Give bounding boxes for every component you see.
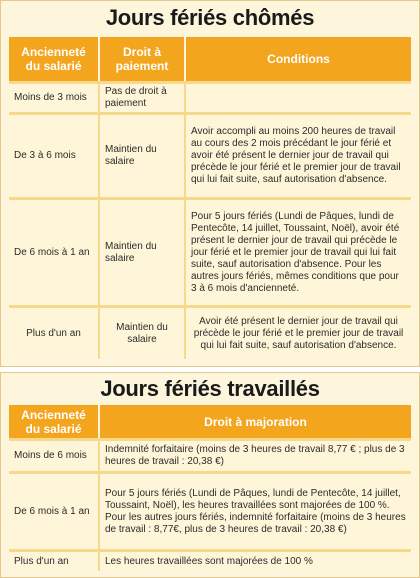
right-cell: Pas de droit à paiement [100, 81, 186, 112]
section-title: Jours fériés chômés [105, 5, 315, 30]
travailles-table [9, 405, 411, 571]
right-cell: Maintien du salaire [100, 112, 186, 197]
seniority-cell: Moins de 6 mois [9, 438, 100, 471]
seniority-cell: Plus d'un an [9, 549, 100, 571]
column-header-conditions: Conditions [186, 37, 411, 81]
conditions-cell: Avoir accompli au moins 200 heures de travail au cours des 2 mois précédant le jour férié et avoir été présent le dernier jour de travail qui précède le jour férié et le premier jour de travail qui lui fait suite, sauf autorisation d'absence. [186, 112, 411, 197]
table-row [9, 549, 411, 571]
table-row [9, 471, 411, 549]
section-jours-feries-travailles [0, 372, 420, 578]
seniority-cell: De 6 mois à 1 an [9, 197, 100, 305]
conditions-cell: Avoir été présent le dernier jour de travail qui précède le jour férié et le premier jour de travail qui lui fait suite, sauf autorisation d'absence. [186, 305, 411, 359]
table-row [9, 112, 411, 197]
majoration-cell: Les heures travaillées sont majorées de 100 % [100, 549, 411, 571]
seniority-cell: Plus d'un an [9, 305, 100, 359]
table-row [9, 438, 411, 471]
right-cell: Maintien du salaire [100, 197, 186, 305]
majoration-cell: Pour 5 jours fériés (Lundi de Pâques, lundi de Pentecôte, 14 juillet, Toussaint, Noël), les heures travaillées sont majorées de 100 %. Pour les autres jours fériés, indemnité forfaitaire (moins de 3 heures de travail : 8,77€, plus de 3 heures de travail : 20,38 €) [100, 471, 411, 549]
column-header-right: Droit à paiement [100, 37, 186, 81]
table-row [9, 197, 411, 305]
majoration-cell: Indemnité forfaitaire (moins de 3 heures de travail 8,77 € ; plus de 3 heures de travail : 20,38 €) [100, 438, 411, 471]
conditions-cell: Pour 5 jours fériés (Lundi de Pâques, lundi de Pentecôte, 14 juillet, Toussaint, Noël), avoir été présent le dernier jour de travail qui précède le jour férié et le premier jour de travail qui lui fait suite, sauf autorisation d'absence. Pour les autres jours fériés, mêmes conditions que pour 3 à 6 mois d'ancienneté. [186, 197, 411, 305]
conditions-cell [186, 81, 411, 112]
table-row [9, 305, 411, 359]
seniority-cell: De 6 mois à 1 an [9, 471, 100, 549]
seniority-cell: Moins de 3 mois [9, 81, 100, 112]
column-header-seniority: Ancienneté du salarié [9, 37, 100, 81]
seniority-cell: De 3 à 6 mois [9, 112, 100, 197]
column-header-majoration: Droit à majoration [100, 405, 411, 438]
section-title: Jours fériés travaillés [100, 376, 320, 401]
table-header-row [9, 37, 411, 81]
table-row [9, 81, 411, 112]
table-header-row [9, 405, 411, 438]
chomes-table [9, 37, 411, 359]
column-header-seniority: Ancienneté du salarié [9, 405, 100, 438]
right-cell: Maintien du salaire [100, 305, 186, 359]
